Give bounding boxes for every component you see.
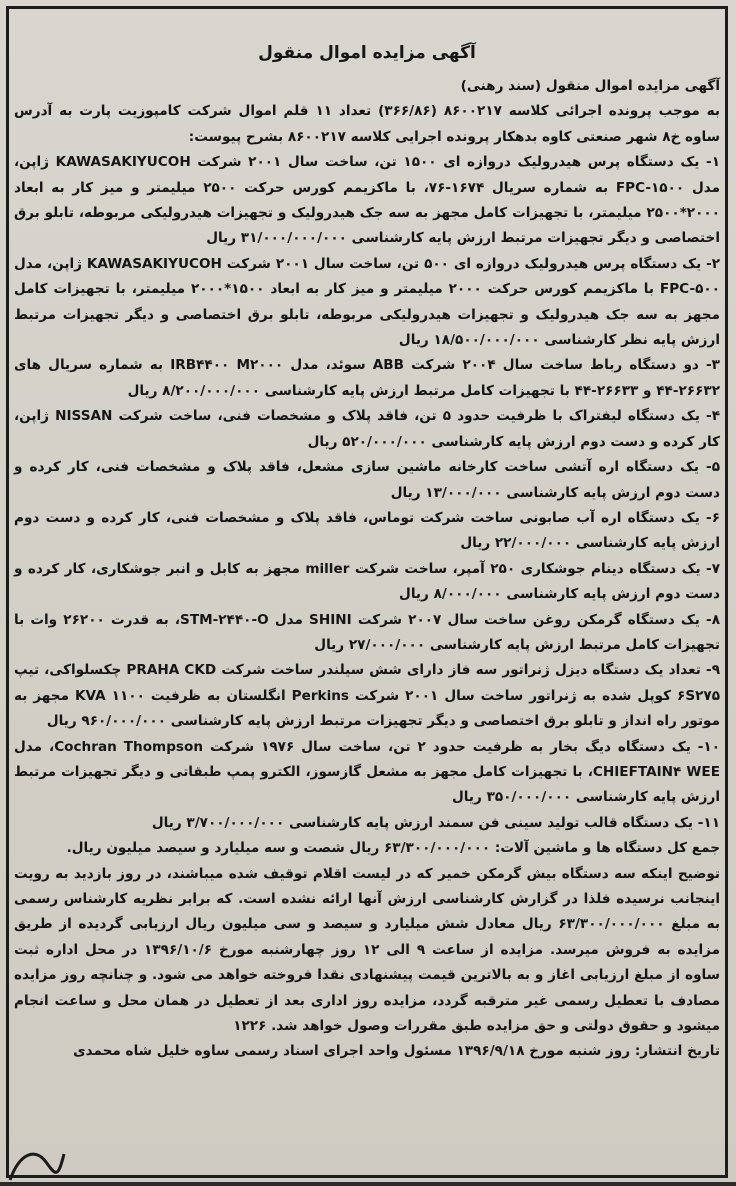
auction-notice [14, 12, 720, 1065]
list-item: ۱۱- یک دستگاه قالب تولید سینی فن سمند ارزش پایه کارشناسی ۳/۷۰۰/۰۰۰/۰۰۰ ریال [151, 814, 720, 831]
list-item: ۵- یک دستگاه اره آتشی ساخت کارخانه ماشین سازی مشعل، فاقد پلاک و مشخصات فنی، کار کرده و دست دوم ارزش پایه کارشناسی ۱۳/۰۰۰/۰۰۰ ریال [14, 459, 720, 501]
notice-intro: به موجب پرونده اجرائی کلاسه ۸۶۰۰۲۱۷ (۳۶۶/۸۶) تعداد ۱۱ قلم اموال شرکت کامپوزیت پارت به آدرس ساوه خ۸ شهر صنعتی کاوه بدهکار پرونده اجرایی کلاسه ۸۶۰۰۲۱۷ بشرح پیوست: [14, 103, 720, 145]
list-item: ۴- یک دستگاه لیفتراک با ظرفیت حدود ۵ تن، فاقد پلاک و مشخصات فنی، ساخت شرکت NISSAN ژاپن، کار کرده و دست دوم ارزش پایه کارشناسی ۵۲۰/۰۰۰/۰۰۰ ریال [14, 408, 720, 450]
pen-mark-icon [6, 1144, 66, 1184]
list-item: ۳- دو دستگاه رباط ساخت سال ۲۰۰۴ شرکت ABB سوئد، مدل IRB۴۴۰۰ M۲۰۰۰ به شماره سریال های ۲۶۶۳۲-۴۴ و ۲۶۶۳۳-۴۴ با تجهیزات کامل مرتبط ارزش پایه کارشناسی ۸/۲۰۰/۰۰۰/۰۰۰ ریال [14, 357, 720, 399]
list-item: ۸- یک دستگاه گرمکن روغن ساخت سال ۲۰۰۷ شرکت SHINI مدل STM-۲۴۴۰-O، به قدرت ۲۶۲۰۰ وات با تجهیزات کامل مرتبط ارزش پایه کارشناسی ۲۷/۰۰۰/۰۰۰ ریال [14, 611, 721, 653]
list-item: ۷- یک دستگاه دینام جوشکاری ۲۵۰ آمپر، ساخت شرکت miller مجهز به کابل و انبر جوشکاری، کار کرده و دست دوم ارزش پایه کارشناسی ۸/۰۰۰/۰۰۰ ریال [14, 560, 720, 603]
list-item: ۹- تعداد یک دستگاه دیزل ژنراتور سه فاز دارای شش سیلندر ساخت شرکت PRAHA CKD چکسلواکی، تیپ ۶S۲۷۵ کوپل شده به ژنراتور ساخت سال ۲۰۰۱ شرکت Perkins انگلستان به ظرفیت ۱۱۰۰ KVA مجهز به موتور راه انداز و تابلو برق اختصاصی و دیگر تجهیزات مرتبط ارزش پایه کارشناسی ۹۶۰/۰۰۰/۰۰۰ ریال [14, 662, 720, 730]
total-line: جمع کل دستگاه ها و ماشین آلات: ۶۳/۳۰۰/۰۰۰/۰۰۰ ریال شصت و سه میلیارد و سیصد میلیون ریال. [66, 840, 720, 857]
list-item: ۲- یک دستگاه پرس هیدرولیک دروازه ای ۵۰۰ تن، ساخت سال ۲۰۰۱ شرکت KAWASAKIYUCOH ژاپن، مدل FPC-۵۰۰ با ماکزیمم کورس حرکت ۲۰۰۰ میلیمتر و میز کار به ابعاد ۱۵۰۰*۲۰۰۰ میلیمتر، با تجهیزات کامل مجهز به سه جک هیدرولیک و تجهیزات هیدرولیکی مربوطه، تابلو برق اختصاصی و دیگر تجهیزات مرتبط ارزش پایه نظر کارشناسی ۱۸/۵۰۰/۰۰۰/۰۰۰ ریال [14, 255, 721, 349]
list-item: ۱- یک دستگاه پرس هیدرولیک دروازه ای ۱۵۰۰ تن، ساخت سال ۲۰۰۱ شرکت KAWASAKIYUCOH ژاپن، مدل FPC-۱۵۰۰ به شماره سریال ۱۶۷۴-۷۶، با ماکزیمم کورس حرکت ۲۵۰۰ میلیمتر و میز کار به ابعاد ۲۰۰۰*۲۵۰۰ میلیمتر، با تجهیزات کامل مجهز به سه جک هیدرولیک و تجهیزات هیدرولیکی مربوطه، تابلو برق اختصاصی و دیگر تجهیزات مرتبط ارزش پایه کارشناسی ۳۱/۰۰۰/۰۰۰/۰۰۰ ریال [14, 154, 721, 247]
explanation-paragraph: توضیح اینکه سه دستگاه بیش گرمکن خمیر که در لیست اقلام توقیف شده میباشند، در روز بازدید به رویت اینجانب نرسیده فلذا در گزارش کارشناسی ارزش آنها ارائه نشده است. که برابر نظریه کارشناس رسمی به مبلغ ۶۳/۳۰۰/۰۰۰/۰۰۰ ریال معادل شش میلیارد و سیصد و سی میلیون ریال ارزیابی گردیده از طریق مزایده به فروش میرسد. مزایده از ساعت ۹ الی ۱۲ روز چهارشنبه مورخ ۱۳۹۶/۱۰/۶ در محل اداره ثبت ساوه از مبلغ ارزیابی اغاز و به بالاترین قیمت پیشنهادی نقدا فروخته خواهد می شود. و چنانچه روز مزایده مصادف با تعطیل رسمی غیر مترقبه گردد، مزایده روز اداری بعد از تعطیل در همان محل و ساعت انجام میشود و حقوق دولتی و حق مزایده طبق مقررات وصول خواهد شد. ۱۲۲۶ [14, 865, 720, 1035]
notice-title: آگهی مزایده اموال منقول [258, 43, 476, 63]
list-item: ۶- یک دستگاه اره آب صابونی ساخت شرکت توماس، فاقد پلاک و مشخصات فنی، کار کرده و دست دوم ارزش پایه کارشناسی ۲۲/۰۰۰/۰۰۰ ریال [14, 509, 720, 552]
publication-footer: تاریخ انتشار: روز شنبه مورخ ۱۳۹۶/۹/۱۸ مسئول واحد اجرای اسناد رسمی ساوه خلیل شاه محمدی [73, 1043, 720, 1060]
notice-subtitle: آگهی مزایده اموال منقول (سند رهنی) [460, 78, 720, 94]
bottom-divider [0, 1182, 736, 1186]
list-item: ۱۰- یک دستگاه دیگ بخار به ظرفیت حدود ۲ تن، ساخت سال ۱۹۷۶ شرکت Cochran Thompson، مدل CHIEFTAIN۴ WEE، با تجهیزات کامل مجهز به مشعل گازسوز، الکترو پمپ طبقاتی و دیگر تجهیزات مرتبط ارزش پایه کارشناسی ۳۵۰/۰۰۰/۰۰۰ ریال [14, 738, 720, 806]
